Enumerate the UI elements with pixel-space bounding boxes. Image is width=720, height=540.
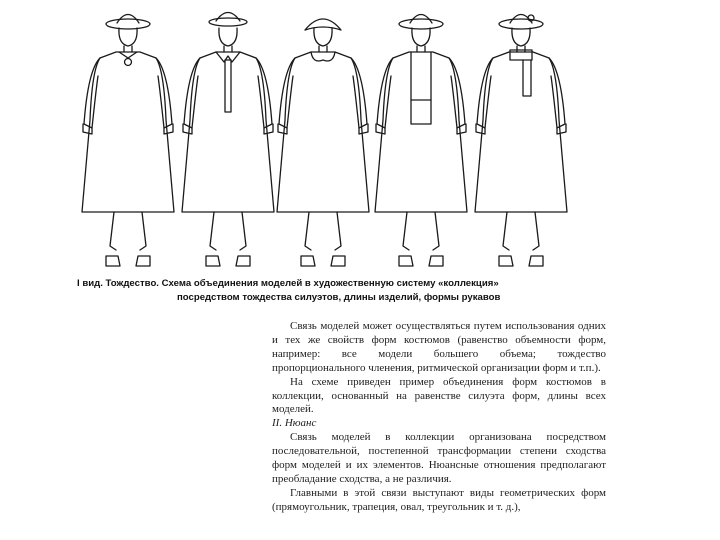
hat-cloche xyxy=(305,19,341,30)
head xyxy=(512,28,530,46)
caption-line-2: посредством тождества силуэтов, длины изделий, формы рукавов xyxy=(177,291,501,303)
head xyxy=(412,28,430,46)
left-shoe xyxy=(106,256,120,266)
legs xyxy=(305,212,341,250)
model-4-figure xyxy=(375,15,467,267)
paragraph-3: Связь моделей в коллекции организована посредством последовательной, постепенной трансформации степени сходства форм моделей и их элементов. Нюансные отношения предполагают преобладание сходства, а не различия. xyxy=(272,431,606,485)
neck xyxy=(517,46,525,52)
collar xyxy=(311,52,335,61)
legs xyxy=(210,212,246,250)
dress-body xyxy=(82,52,174,212)
hat-brim xyxy=(106,19,150,29)
dress-figures xyxy=(82,13,567,267)
neck xyxy=(124,46,132,52)
right-shoe xyxy=(331,256,345,266)
neckline xyxy=(119,52,137,58)
paragraph-2: На схеме приведен пример объединения форм костюмов в коллекции, основанный на равенстве силуэта форм, длины всех моделей. xyxy=(272,375,606,416)
model-5-figure xyxy=(475,15,567,267)
head xyxy=(219,28,237,46)
neck xyxy=(417,46,425,52)
section-heading: II. Нюанс xyxy=(272,417,317,430)
paragraph-1: Связь моделей может осуществляться путем использования одних и тех же свойств форм костюмов (равенство объемности форм, например: все модели большего объема; тождество пропорционального членения, ритмической организации форм и т.п.). xyxy=(272,320,606,374)
pendant xyxy=(125,59,132,66)
neck xyxy=(319,46,327,52)
scarf-panel xyxy=(411,52,431,124)
head xyxy=(119,28,137,46)
dress-body xyxy=(277,52,369,212)
left-shoe xyxy=(206,256,220,266)
left-shoe xyxy=(499,256,513,266)
dress-body xyxy=(475,52,567,212)
caption-line-1: I вид. Тождество. Схема объединения моделей в художественную систему «коллекция» xyxy=(77,278,499,289)
dress-body xyxy=(182,52,274,212)
hat-brim xyxy=(209,18,247,26)
neck xyxy=(224,46,232,52)
hat-crown xyxy=(216,13,240,22)
scarf-end xyxy=(523,60,531,96)
dress-body xyxy=(375,52,467,212)
left-shoe xyxy=(301,256,315,266)
hat-brim xyxy=(399,19,443,29)
model-2-figure xyxy=(182,13,274,267)
body-text xyxy=(272,320,606,515)
model-1-figure xyxy=(82,15,174,267)
legs xyxy=(403,212,439,250)
figure-caption xyxy=(77,277,577,304)
right-shoe xyxy=(429,256,443,266)
paragraph-4: Главными в этой связи выступают виды геометрических форм (прямоугольник, трапеция, овал, треугольник и т. д.), xyxy=(272,486,606,513)
left-shoe xyxy=(399,256,413,266)
legs xyxy=(110,212,146,250)
placket xyxy=(225,60,231,112)
right-shoe xyxy=(529,256,543,266)
right-shoe xyxy=(236,256,250,266)
head xyxy=(314,28,332,46)
legs xyxy=(503,212,539,250)
hat-brim xyxy=(499,19,543,29)
right-shoe xyxy=(136,256,150,266)
model-3-figure xyxy=(277,19,369,266)
